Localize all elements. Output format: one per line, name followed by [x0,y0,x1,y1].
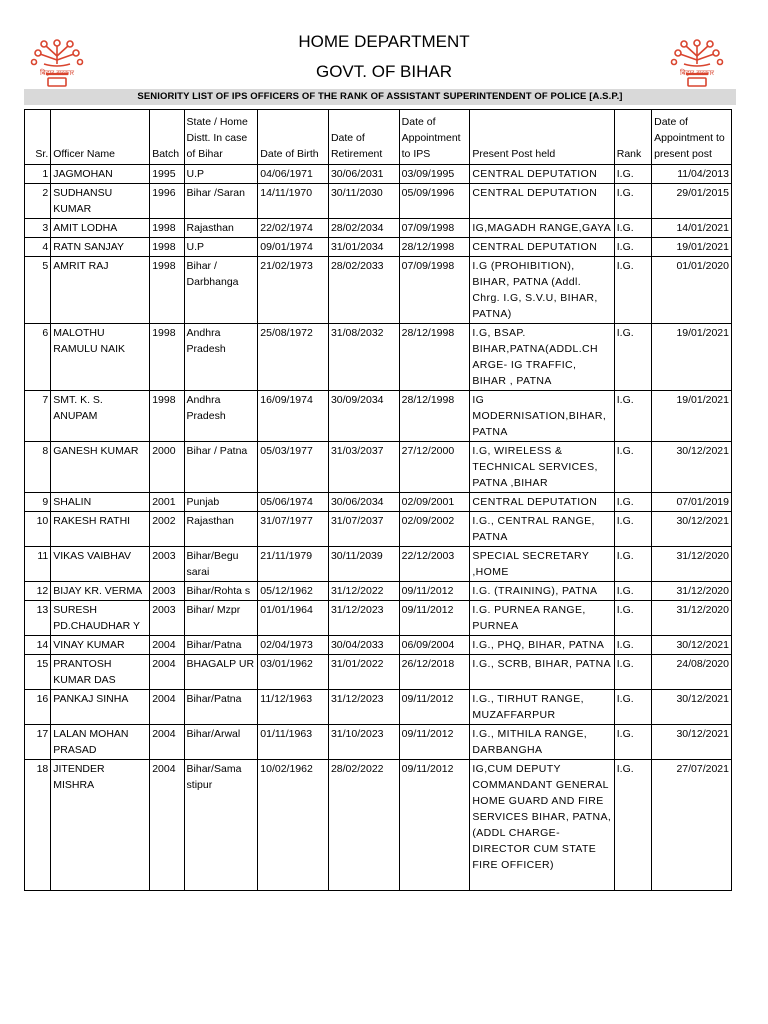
cell-date-of-appointment: 09/11/2012 [399,760,470,891]
cell-state: Bihar / Patna [184,442,258,493]
cell-date-of-birth: 09/01/1974 [258,238,329,257]
cell-present-post: I.G., SCRB, BIHAR, PATNA [470,655,614,690]
cell-officer-name: LALAN MOHAN PRASAD [51,725,150,760]
cell-date-of-appointment: 07/09/1998 [399,257,470,324]
cell-rank: I.G. [614,601,651,636]
document-header [0,0,768,88]
cell-officer-name: SUDHANSU KUMAR [51,184,150,219]
cell-sr: 5 [25,257,51,324]
cell-present-post: CENTRAL DEPUTATION [470,238,614,257]
cell-date-of-retirement: 31/10/2023 [328,725,399,760]
cell-state: Rajasthan [184,512,258,547]
cell-rank: I.G. [614,547,651,582]
cell-present-post-date: 14/01/2021 [652,219,732,238]
cell-rank: I.G. [614,725,651,760]
cell-officer-name: RATN SANJAY [51,238,150,257]
cell-officer-name: BIJAY KR. VERMA [51,582,150,601]
cell-rank: I.G. [614,165,651,184]
cell-rank: I.G. [614,655,651,690]
cell-present-post: I.G, BSAP. BIHAR,PATNA(ADDL.CH ARGE- IG TRAFFIC, BIHAR , PATNA [470,324,614,391]
cell-state: Bihar/Rohta s [184,582,258,601]
cell-sr: 16 [25,690,51,725]
cell-present-post: I.G. (TRAINING), PATNA [470,582,614,601]
cell-rank: I.G. [614,219,651,238]
cell-present-post-date: 30/12/2021 [652,512,732,547]
cell-date-of-birth: 03/01/1962 [258,655,329,690]
cell-officer-name: SHALIN [51,493,150,512]
cell-officer-name: VINAY KUMAR [51,636,150,655]
cell-batch: 2000 [150,442,184,493]
cell-state: Bihar / Darbhanga [184,257,258,324]
cell-batch: 1995 [150,165,184,184]
table-row [25,324,732,391]
cell-present-post-date: 01/01/2020 [652,257,732,324]
col-header-date-of-appointment: Date of Appointment to IPS [399,110,470,165]
cell-present-post: I.G., MITHILA RANGE, DARBANGHA [470,725,614,760]
cell-rank: I.G. [614,442,651,493]
cell-batch: 1996 [150,184,184,219]
cell-present-post: I.G. PURNEA RANGE, PURNEA [470,601,614,636]
cell-officer-name: SURESH PD.CHAUDHAR Y [51,601,150,636]
cell-date-of-appointment: 22/12/2003 [399,547,470,582]
cell-present-post: I.G (PROHIBITION), BIHAR, PATNA (Addl. Chrg. I.G, S.V.U, BIHAR, PATNA) [470,257,614,324]
cell-sr: 13 [25,601,51,636]
cell-present-post-date: 31/12/2020 [652,547,732,582]
svg-text:बिहार सरकार: बिहार सरकार [679,69,715,77]
cell-present-post-date: 19/01/2021 [652,238,732,257]
cell-present-post: CENTRAL DEPUTATION [470,165,614,184]
cell-rank: I.G. [614,257,651,324]
cell-date-of-retirement: 31/12/2023 [328,690,399,725]
cell-rank: I.G. [614,238,651,257]
table-row [25,184,732,219]
cell-date-of-appointment: 03/09/1995 [399,165,470,184]
cell-present-post: SPECIAL SECRETARY ,HOME [470,547,614,582]
cell-officer-name: JAGMOHAN [51,165,150,184]
cell-state: Bihar/Begu sarai [184,547,258,582]
cell-date-of-retirement: 31/01/2034 [328,238,399,257]
cell-present-post: IG,MAGADH RANGE,GAYA [470,219,614,238]
cell-present-post-date: 19/01/2021 [652,324,732,391]
cell-rank: I.G. [614,391,651,442]
cell-date-of-retirement: 31/03/2037 [328,442,399,493]
cell-date-of-birth: 01/01/1964 [258,601,329,636]
col-header-present-post-date: Date of Appointment to present post [652,110,732,165]
cell-sr: 4 [25,238,51,257]
cell-date-of-birth: 05/03/1977 [258,442,329,493]
cell-present-post: I.G., CENTRAL RANGE, PATNA [470,512,614,547]
cell-rank: I.G. [614,690,651,725]
cell-date-of-appointment: 09/11/2012 [399,690,470,725]
bihar-govt-emblem-icon [666,34,728,88]
cell-rank: I.G. [614,760,651,891]
table-row [25,512,732,547]
table-row [25,636,732,655]
cell-sr: 15 [25,655,51,690]
cell-batch: 2003 [150,582,184,601]
cell-date-of-birth: 04/06/1971 [258,165,329,184]
cell-officer-name: AMIT LODHA [51,219,150,238]
cell-date-of-retirement: 28/02/2034 [328,219,399,238]
cell-batch: 1998 [150,257,184,324]
table-header-row [25,110,732,165]
table-row [25,493,732,512]
cell-date-of-birth: 16/09/1974 [258,391,329,442]
cell-officer-name: RAKESH RATHI [51,512,150,547]
cell-date-of-appointment: 02/09/2002 [399,512,470,547]
cell-date-of-retirement: 30/11/2030 [328,184,399,219]
table-row [25,257,732,324]
cell-officer-name: AMRIT RAJ [51,257,150,324]
cell-date-of-birth: 21/11/1979 [258,547,329,582]
svg-text:बिहार सरकार: बिहार सरकार [39,69,75,77]
cell-batch: 2004 [150,655,184,690]
cell-batch: 2003 [150,547,184,582]
cell-rank: I.G. [614,184,651,219]
table-row [25,238,732,257]
table-row [25,547,732,582]
col-header-sr: Sr. [25,110,51,165]
cell-present-post: CENTRAL DEPUTATION [470,184,614,219]
cell-date-of-appointment: 28/12/1998 [399,238,470,257]
cell-officer-name: GANESH KUMAR [51,442,150,493]
cell-date-of-appointment: 09/11/2012 [399,725,470,760]
cell-rank: I.G. [614,493,651,512]
cell-date-of-appointment: 05/09/1996 [399,184,470,219]
cell-state: U.P [184,165,258,184]
cell-batch: 2002 [150,512,184,547]
cell-present-post-date: 30/12/2021 [652,690,732,725]
cell-date-of-retirement: 28/02/2033 [328,257,399,324]
table-row [25,760,732,891]
cell-sr: 1 [25,165,51,184]
cell-batch: 1998 [150,238,184,257]
cell-date-of-retirement: 30/09/2034 [328,391,399,442]
cell-batch: 1998 [150,324,184,391]
col-header-date-of-retirement: Date of Retirement [328,110,399,165]
cell-date-of-retirement: 28/02/2022 [328,760,399,891]
cell-date-of-birth: 05/06/1974 [258,493,329,512]
cell-officer-name: VIKAS VAIBHAV [51,547,150,582]
cell-state: Bihar/Patna [184,636,258,655]
cell-date-of-appointment: 28/12/1998 [399,391,470,442]
cell-state: Bihar/ Mzpr [184,601,258,636]
cell-date-of-birth: 14/11/1970 [258,184,329,219]
cell-date-of-birth: 22/02/1974 [258,219,329,238]
cell-state: Andhra Pradesh [184,391,258,442]
cell-sr: 2 [25,184,51,219]
cell-present-post-date: 31/12/2020 [652,582,732,601]
cell-date-of-appointment: 06/09/2004 [399,636,470,655]
table-row [25,601,732,636]
cell-sr: 8 [25,442,51,493]
government-title: GOVT. OF BIHAR [315,62,453,81]
cell-sr: 11 [25,547,51,582]
table-body [25,165,732,891]
department-title: HOME DEPARTMENT [298,32,470,51]
table-row [25,219,732,238]
cell-sr: 3 [25,219,51,238]
cell-date-of-appointment: 09/11/2012 [399,582,470,601]
cell-present-post: I.G., PHQ, BIHAR, PATNA [470,636,614,655]
cell-officer-name: JITENDER MISHRA [51,760,150,891]
col-header-date-of-birth: Date of Birth [258,110,329,165]
cell-date-of-appointment: 28/12/1998 [399,324,470,391]
cell-present-post: I.G., TIRHUT RANGE, MUZAFFARPUR [470,690,614,725]
cell-date-of-appointment: 27/12/2000 [399,442,470,493]
cell-present-post: IG MODERNISATION,BIHAR, PATNA [470,391,614,442]
cell-batch: 2001 [150,493,184,512]
cell-present-post: CENTRAL DEPUTATION [470,493,614,512]
col-header-present-post: Present Post held [470,110,614,165]
table-row [25,391,732,442]
cell-date-of-retirement: 31/12/2023 [328,601,399,636]
cell-present-post: I.G, WIRELESS & TECHNICAL SERVICES, PATNA ,BIHAR [470,442,614,493]
cell-present-post-date: 27/07/2021 [652,760,732,891]
cell-state: Andhra Pradesh [184,324,258,391]
cell-present-post-date: 24/08/2020 [652,655,732,690]
cell-present-post-date: 29/01/2015 [652,184,732,219]
table-row [25,725,732,760]
cell-present-post-date: 30/12/2021 [652,725,732,760]
col-header-state: State / Home Distt. In case of Bihar [184,110,258,165]
cell-date-of-birth: 21/02/1973 [258,257,329,324]
cell-present-post: IG,CUM DEPUTY COMMANDANT GENERAL HOME GUARD AND FIRE SERVICES BIHAR, PATNA, (ADDL CHARGE- DIRECTOR CUM STATE FIRE OFFICER) [470,760,614,891]
col-header-officer-name: Officer Name [51,110,150,165]
cell-sr: 7 [25,391,51,442]
table-row [25,582,732,601]
col-header-batch: Batch [150,110,184,165]
cell-date-of-appointment: 26/12/2018 [399,655,470,690]
cell-batch: 1998 [150,219,184,238]
cell-date-of-birth: 05/12/1962 [258,582,329,601]
cell-state: BHAGALP UR [184,655,258,690]
cell-date-of-appointment: 07/09/1998 [399,219,470,238]
cell-date-of-birth: 10/02/1962 [258,760,329,891]
cell-date-of-birth: 25/08/1972 [258,324,329,391]
cell-present-post-date: 30/12/2021 [652,636,732,655]
cell-batch: 2004 [150,690,184,725]
cell-sr: 12 [25,582,51,601]
cell-state: Bihar /Saran [184,184,258,219]
cell-sr: 18 [25,760,51,891]
cell-officer-name: PRANTOSH KUMAR DAS [51,655,150,690]
seniority-list-subtitle: SENIORITY LIST OF IPS OFFICERS OF THE RANK OF ASSISTANT SUPERINTENDENT OF POLICE [A.S.P.] [24,89,736,105]
cell-date-of-appointment: 02/09/2001 [399,493,470,512]
cell-date-of-birth: 01/11/1963 [258,725,329,760]
col-header-rank: Rank [614,110,651,165]
cell-date-of-birth: 31/07/1977 [258,512,329,547]
cell-batch: 1998 [150,391,184,442]
table-row [25,690,732,725]
cell-batch: 2004 [150,636,184,655]
cell-officer-name: MALOTHU RAMULU NAIK [51,324,150,391]
cell-date-of-retirement: 31/01/2022 [328,655,399,690]
cell-date-of-appointment: 09/11/2012 [399,601,470,636]
cell-date-of-birth: 02/04/1973 [258,636,329,655]
cell-date-of-birth: 11/12/1963 [258,690,329,725]
cell-sr: 10 [25,512,51,547]
cell-batch: 2004 [150,760,184,891]
cell-date-of-retirement: 30/06/2034 [328,493,399,512]
cell-state: Bihar/Arwal [184,725,258,760]
table-row [25,442,732,493]
table-row [25,655,732,690]
cell-date-of-retirement: 31/12/2022 [328,582,399,601]
cell-rank: I.G. [614,512,651,547]
cell-date-of-retirement: 30/11/2039 [328,547,399,582]
cell-date-of-retirement: 30/06/2031 [328,165,399,184]
cell-rank: I.G. [614,582,651,601]
cell-present-post-date: 30/12/2021 [652,442,732,493]
cell-present-post-date: 31/12/2020 [652,601,732,636]
cell-sr: 6 [25,324,51,391]
cell-officer-name: SMT. K. S. ANUPAM [51,391,150,442]
cell-rank: I.G. [614,636,651,655]
cell-rank: I.G. [614,324,651,391]
cell-state: U.P [184,238,258,257]
cell-sr: 9 [25,493,51,512]
cell-batch: 2003 [150,601,184,636]
cell-date-of-retirement: 31/08/2032 [328,324,399,391]
table-row [25,165,732,184]
cell-present-post-date: 19/01/2021 [652,391,732,442]
cell-state: Bihar/Patna [184,690,258,725]
cell-officer-name: PANKAJ SINHA [51,690,150,725]
cell-present-post-date: 07/01/2019 [652,493,732,512]
cell-present-post-date: 11/04/2013 [652,165,732,184]
cell-batch: 2004 [150,725,184,760]
cell-sr: 17 [25,725,51,760]
cell-state: Punjab [184,493,258,512]
cell-state: Rajasthan [184,219,258,238]
cell-state: Bihar/Sama stipur [184,760,258,891]
cell-sr: 14 [25,636,51,655]
cell-date-of-retirement: 30/04/2033 [328,636,399,655]
seniority-table [24,109,732,891]
cell-date-of-retirement: 31/07/2037 [328,512,399,547]
